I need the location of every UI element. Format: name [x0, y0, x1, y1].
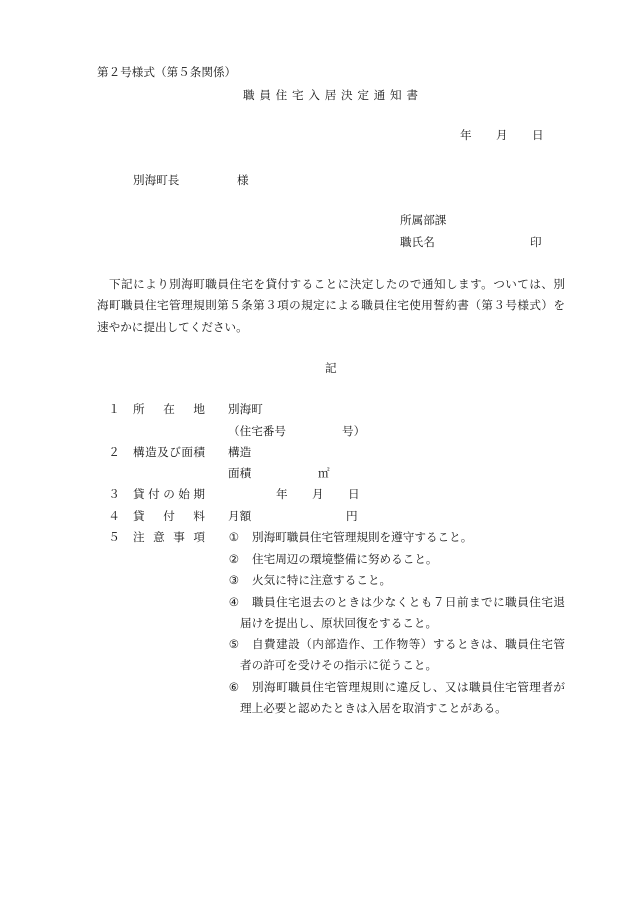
document-title: 職員住宅入居決定通知書 — [243, 89, 418, 102]
note-mark: ③ — [228, 574, 240, 587]
item-label: 注意事項 — [133, 531, 205, 544]
note-mark: ⑤ — [228, 638, 240, 651]
note-text: 火気に特に注意すること。 — [252, 574, 392, 587]
item-number: ５ — [108, 531, 120, 544]
item-label: 所在地 — [133, 403, 205, 416]
issue-date-month-label: 月 — [496, 129, 508, 142]
area-label: 面積 — [228, 467, 252, 480]
start-year-label: 年 — [276, 488, 288, 501]
monthly-label: 月額 — [228, 510, 252, 523]
item-number: ３ — [108, 488, 120, 501]
item-number: １ — [108, 403, 120, 416]
item-number: ２ — [108, 446, 120, 459]
form-number: 第２号様式（第５条関係） — [97, 66, 237, 79]
note-text-continued: 理上必要と認めたときは入居を取消すことがある。 — [240, 702, 507, 715]
body-line: 下記により別海町職員住宅を貸付することに決定したので通知します。ついては、別 — [109, 278, 565, 291]
sender-department-label: 所属部課 — [400, 214, 447, 227]
addressee-honorific: 様 — [237, 174, 249, 187]
body-line: 海町職員住宅管理規則第５条第３項の規定による職員住宅使用誓約書（第３号様式）を — [97, 299, 565, 312]
location-value: 別海町 — [228, 403, 263, 416]
note-text-continued: 者の許可を受けその指示に従うこと。 — [240, 659, 438, 672]
note-mark: ⑥ — [228, 681, 240, 694]
addressee-name: 別海町長 — [133, 174, 180, 187]
note-mark: ④ — [228, 596, 240, 609]
item-label: 貸付の始期 — [133, 488, 205, 501]
house-number-open: （住宅番号 — [228, 425, 286, 438]
note-mark: ② — [228, 553, 240, 566]
item-number: ４ — [108, 510, 120, 523]
note-text: 別海町職員住宅管理規則を遵守すること。 — [252, 531, 473, 544]
sender-name-label: 職氏名 — [400, 236, 435, 249]
house-number-close: 号） — [342, 425, 366, 438]
item-label: 構造及び面積 — [133, 446, 205, 459]
note-text-continued: 届けを提出し、原状回復をすること。 — [240, 617, 438, 630]
item-label: 貸付料 — [133, 510, 205, 523]
yen-unit: 円 — [346, 510, 358, 523]
note-text: 住宅周辺の環境整備に努めること。 — [252, 553, 438, 566]
note-text: 職員住宅退去のときは少なくとも７日前までに職員住宅退 — [252, 596, 565, 609]
area-unit: ㎡ — [318, 467, 330, 480]
issue-date-year-label: 年 — [460, 129, 472, 142]
note-text: 自費建設（内部造作、工作物等）するときは、職員住宅管 — [252, 638, 565, 651]
ki-heading: 記 — [325, 362, 337, 375]
seal-mark: 印 — [530, 236, 542, 249]
issue-date-day-label: 日 — [532, 129, 544, 142]
start-day-label: 日 — [348, 488, 360, 501]
note-mark: ① — [228, 531, 240, 544]
note-text: 別海町職員住宅管理規則に違反し、又は職員住宅管理者が — [252, 681, 565, 694]
start-month-label: 月 — [312, 488, 324, 501]
structure-label: 構造 — [228, 446, 252, 459]
body-line: 速やかに提出してください。 — [97, 321, 248, 334]
